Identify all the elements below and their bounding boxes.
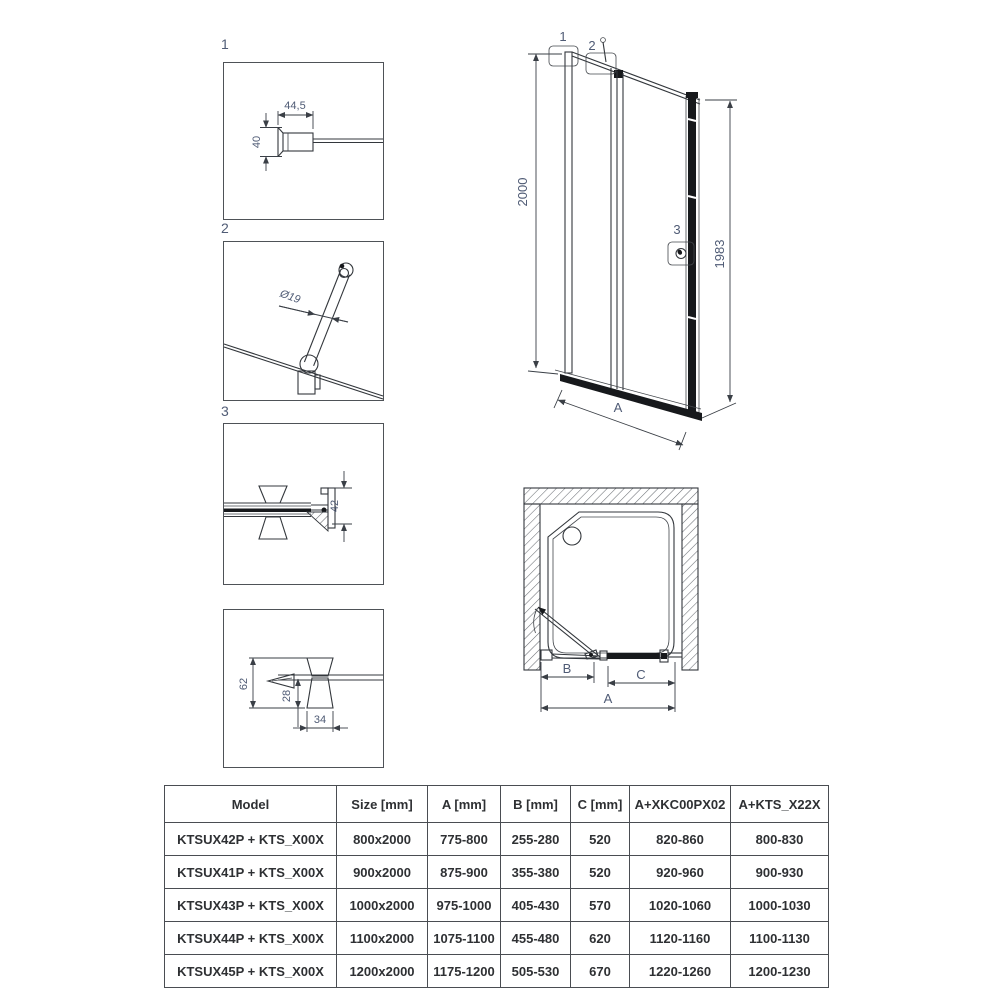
callout-1: 1 bbox=[559, 29, 567, 44]
table-cell: 875-900 bbox=[428, 856, 501, 889]
dim-40: 40 bbox=[251, 135, 263, 149]
table-cell: 520 bbox=[571, 823, 630, 856]
table-cell: 1100-1130 bbox=[731, 922, 829, 955]
detail-box-1 bbox=[223, 62, 384, 220]
table-cell: KTSUX44P + KTS_X00X bbox=[165, 922, 337, 955]
table-cell: 900x2000 bbox=[337, 856, 428, 889]
elevation-view bbox=[500, 22, 760, 457]
table-cell: 1200-1230 bbox=[731, 955, 829, 988]
table-cell: 505-530 bbox=[501, 955, 571, 988]
table-cell: 1020-1060 bbox=[630, 889, 731, 922]
table-cell: 670 bbox=[571, 955, 630, 988]
table-cell: 355-380 bbox=[501, 856, 571, 889]
spec-table bbox=[164, 785, 829, 988]
table-cell: 1175-1200 bbox=[428, 955, 501, 988]
dim-62: 62 bbox=[238, 677, 250, 691]
dim-44-5: 44,5 bbox=[284, 100, 306, 112]
table-cell: 1220-1260 bbox=[630, 955, 731, 988]
dim-42: 42 bbox=[329, 499, 341, 513]
detail-label-2: 2 bbox=[221, 220, 229, 236]
table-cell: 570 bbox=[571, 889, 630, 922]
table-cell: KTSUX42P + KTS_X00X bbox=[165, 823, 337, 856]
table-row bbox=[165, 922, 829, 955]
callout-3: 3 bbox=[673, 222, 681, 237]
table-row bbox=[165, 955, 829, 988]
dim-c: C bbox=[636, 667, 646, 682]
detail-drawing-wall-profile bbox=[224, 63, 383, 219]
detail-drawing-knob-section bbox=[224, 610, 383, 767]
table-header-row bbox=[165, 786, 829, 823]
column-header-a: A [mm] bbox=[428, 786, 501, 823]
plan-drawing bbox=[500, 468, 750, 733]
dim-a-plan: A bbox=[603, 691, 613, 706]
table-cell: 1075-1100 bbox=[428, 922, 501, 955]
column-header-size: Size [mm] bbox=[337, 786, 428, 823]
table-cell: 1100x2000 bbox=[337, 922, 428, 955]
table-cell: KTSUX41P + KTS_X00X bbox=[165, 856, 337, 889]
table-cell: 1000-1030 bbox=[731, 889, 829, 922]
table-cell: 520 bbox=[571, 856, 630, 889]
table-cell: 255-280 bbox=[501, 823, 571, 856]
detail-box-3 bbox=[223, 423, 384, 585]
table-cell: 775-800 bbox=[428, 823, 501, 856]
detail-drawing-stabilizer-bar bbox=[224, 242, 383, 400]
table-cell: 1200x2000 bbox=[337, 955, 428, 988]
table-cell: KTSUX45P + KTS_X00X bbox=[165, 955, 337, 988]
column-header-model: Model bbox=[165, 786, 337, 823]
column-header-x22x: A+KTS_X22X bbox=[731, 786, 829, 823]
dim-diameter-19: Ø19 bbox=[278, 287, 302, 307]
dim-1983: 1983 bbox=[712, 239, 727, 269]
table-cell: 900-930 bbox=[731, 856, 829, 889]
dim-a-elevation: A bbox=[613, 400, 623, 415]
table-cell: 455-480 bbox=[501, 922, 571, 955]
detail-drawing-hinge-section bbox=[224, 424, 383, 584]
column-header-xkc: A+XKC00PX02 bbox=[630, 786, 731, 823]
table-cell: 800x2000 bbox=[337, 823, 428, 856]
table-cell: 820-860 bbox=[630, 823, 731, 856]
dim-b: B bbox=[562, 661, 572, 676]
table-cell: 1120-1160 bbox=[630, 922, 731, 955]
dim-28: 28 bbox=[281, 689, 293, 703]
table-cell: 1000x2000 bbox=[337, 889, 428, 922]
column-header-c: C [mm] bbox=[571, 786, 630, 823]
detail-box-2 bbox=[223, 241, 384, 401]
table-cell: 405-430 bbox=[501, 889, 571, 922]
table-cell: 620 bbox=[571, 922, 630, 955]
callout-2: 2 bbox=[588, 38, 596, 53]
table-cell: 975-1000 bbox=[428, 889, 501, 922]
table-cell: 800-830 bbox=[731, 823, 829, 856]
table-row bbox=[165, 823, 829, 856]
plan-view bbox=[500, 468, 750, 733]
dim-34: 34 bbox=[313, 714, 327, 726]
table-row bbox=[165, 856, 829, 889]
table-cell: KTSUX43P + KTS_X00X bbox=[165, 889, 337, 922]
detail-label-1: 1 bbox=[221, 36, 229, 52]
dim-2000: 2000 bbox=[515, 177, 530, 207]
table-cell: 920-960 bbox=[630, 856, 731, 889]
elevation-drawing bbox=[500, 22, 760, 457]
column-header-b: B [mm] bbox=[501, 786, 571, 823]
detail-box-4 bbox=[223, 609, 384, 768]
table-row bbox=[165, 889, 829, 922]
detail-label-3: 3 bbox=[221, 403, 229, 419]
